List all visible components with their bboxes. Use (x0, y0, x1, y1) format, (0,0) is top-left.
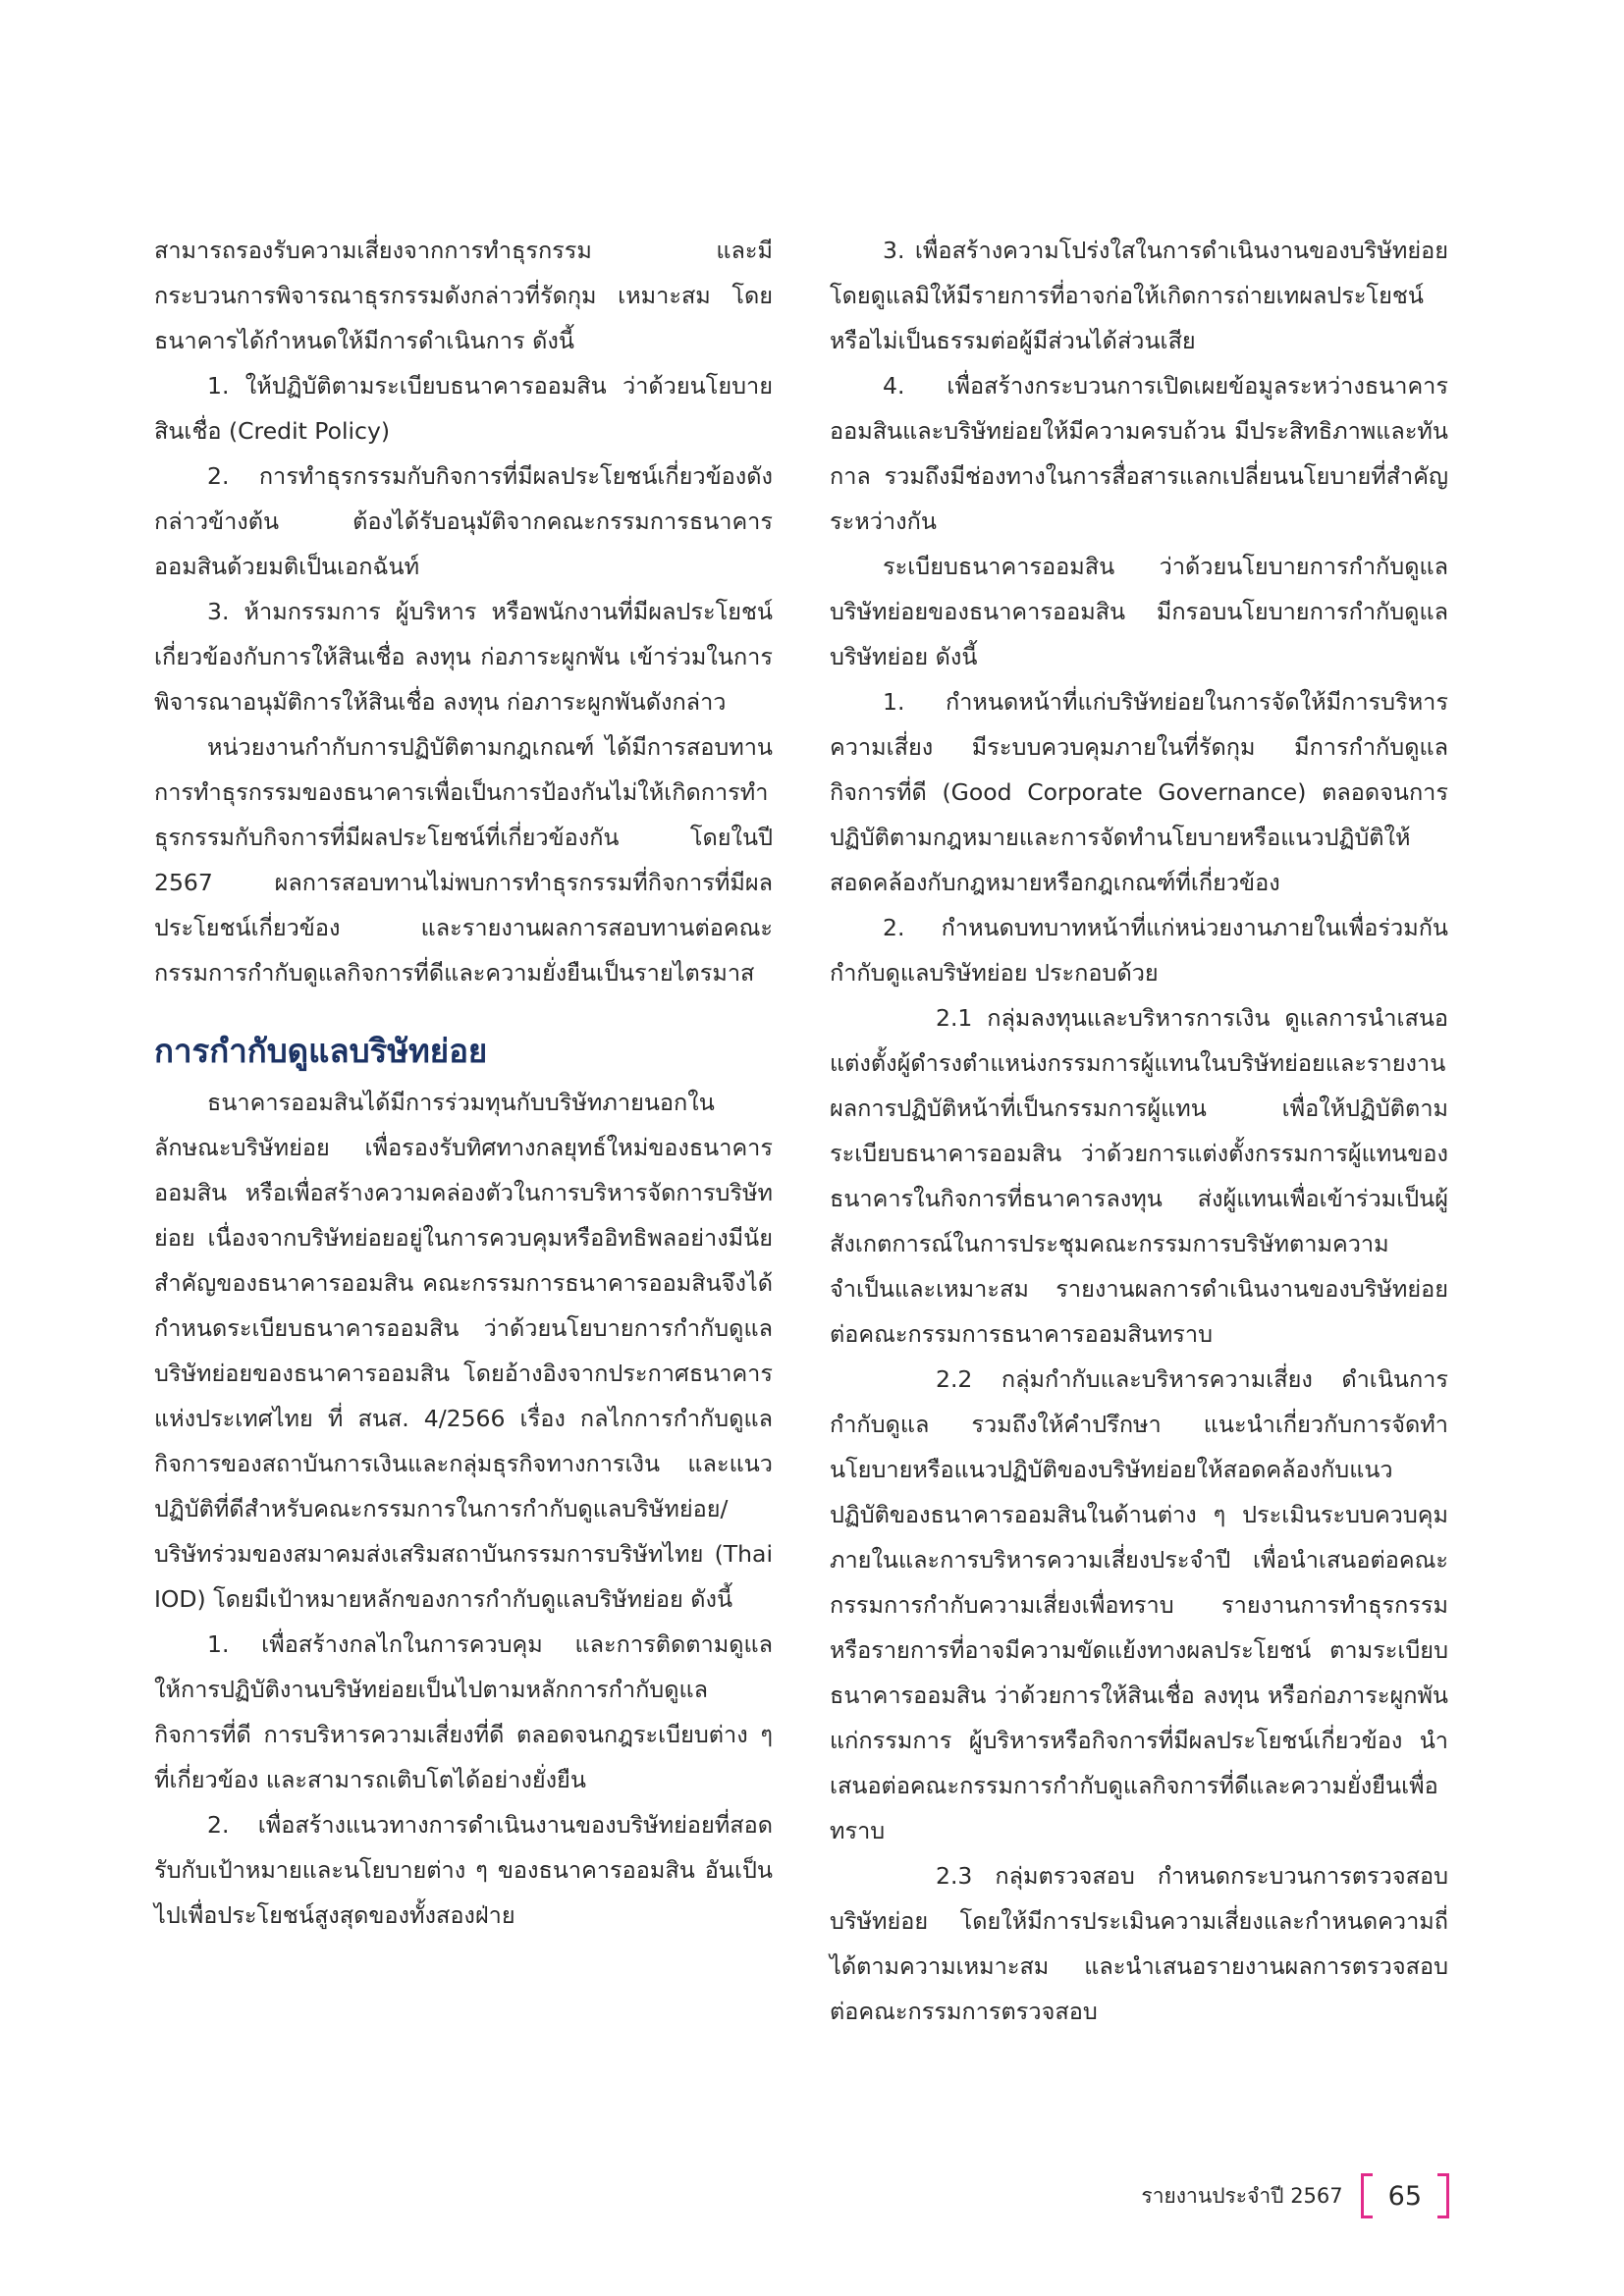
paragraph: ธนาคารออมสินได้มีการร่วมทุนกับบริษัทภายนอกในลักษณะบริษัทย่อย เพื่อรองรับทิศทางกลยุทธ์ใหม่ของธนาคารออมสิน หรือเพื่อสร้างความคล่องตัวในการบริหารจัดการบริษัทย่อย เนื่องจากบริษัทย่อยอยู่ในการควบคุมหรืออิทธิพลอย่างมีนัยสำคัญของธนาคารออมสิน คณะกรรมการธนาคารออมสินจึงได้กำหนดระเบียบธนาคารออมสิน ว่าด้วยนโยบายการกำกับดูแลบริษัทย่อยของธนาคารออมสิน โดยอ้างอิงจากประกาศธนาคารแห่งประเทศไทย ที่ สนส. 4/2566 เรื่อง กลไกการกำกับดูแลกิจการของสถาบันการเงินและกลุ่มธุรกิจทางการเงิน และแนวปฏิบัติที่ดีสำหรับคณะกรรมการในการกำกับดูแลบริษัทย่อย/บริษัทร่วมของสมาคมส่งเสริมสถาบันกรรมการบริษัทไทย (Thai IOD) โดยมีเป้าหมายหลักของการกำกับดูแลบริษัทย่อย ดังนี้ (154, 1089, 773, 1613)
paragraph: 2. เพื่อสร้างแนวทางการดำเนินงานของบริษัทย่อยที่สอดรับกับเป้าหมายและนโยบายต่าง ๆ ของธนาคารออมสิน อันเป็นไปเพื่อประโยชน์สูงสุดของทั้งสองฝ่าย (154, 1811, 773, 1929)
paragraph: 3. ห้ามกรรมการ ผู้บริหาร หรือพนักงานที่มีผลประโยชน์เกี่ยวข้องกับการให้สินเชื่อ ลงทุน ก่อภาระผูกพัน เข้าร่วมในการพิจารณาอนุมัติการให้สินเชื่อ ลงทุน ก่อภาระผูกพันดังกล่าว (154, 598, 773, 716)
left-column (154, 228, 773, 1938)
sub-paragraph: 2.3 กลุ่มตรวจสอบ กำหนดกระบวนการตรวจสอบบริษัทย่อย โดยให้มีการประเมินความเสี่ยงและกำหนดความถี่ได้ตามความเหมาะสม และนำเสนอรายงานผลการตรวจสอบต่อคณะกรรมการตรวจสอบ (830, 1862, 1448, 2025)
paragraph: สามารถรองรับความเสี่ยงจากการทำธุรกรรม และมีกระบวนการพิจารณาธุรกรรมดังกล่าวที่รัดกุม เหมาะสม โดยธนาคารได้กำหนดให้มีการดำเนินการ ดังนี้ (154, 237, 773, 354)
page-footer (1141, 2172, 1449, 2219)
page-number: 65 (1387, 2180, 1422, 2212)
right-bracket-icon (1437, 2173, 1449, 2218)
paragraph: หน่วยงานกำกับการปฏิบัติตามกฎเกณฑ์ ได้มีการสอบทานการทำธุรกรรมของธนาคารเพื่อเป็นการป้องกันไม่ให้เกิดการทำธุรกรรมกับกิจการที่มีผลประโยชน์ที่เกี่ยวข้องกัน โดยในปี 2567 ผลการสอบทานไม่พบการทำธุรกรรมที่กิจการที่มีผลประโยชน์เกี่ยวข้อง และรายงานผลการสอบทานต่อคณะกรรมการกำกับดูแลกิจการที่ดีและความยั่งยืนเป็นรายไตรมาส (154, 733, 773, 987)
right-column (830, 228, 1448, 2034)
sub-paragraph: 2.1 กลุ่มลงทุนและบริหารการเงิน ดูแลการนำเสนอแต่งตั้งผู้ดำรงตำแหน่งกรรมการผู้แทนในบริษัทย่อยและรายงานผลการปฏิบัติหน้าที่เป็นกรรมการผู้แทน เพื่อให้ปฏิบัติตามระเบียบธนาคารออมสิน ว่าด้วยการแต่งตั้งกรรมการผู้แทนของธนาคารในกิจการที่ธนาคารลงทุน ส่งผู้แทนเพื่อเข้าร่วมเป็นผู้สังเกตการณ์ในการประชุมคณะกรรมการบริษัทตามความจำเป็นและเหมาะสม รายงานผลการดำเนินงานของบริษัทย่อยต่อคณะกรรมการธนาคารออมสินทราบ (830, 1004, 1448, 1348)
paragraph: ระเบียบธนาคารออมสิน ว่าด้วยนโยบายการกำกับดูแลบริษัทย่อยของธนาคารออมสิน มีกรอบนโยบายการกำกับดูแลบริษัทย่อย ดังนี้ (830, 553, 1448, 670)
paragraph: 1. กำหนดหน้าที่แก่บริษัทย่อยในการจัดให้มีการบริหารความเสี่ยง มีระบบควบคุมภายในที่รัดกุม มีการกำกับดูแลกิจการที่ดี (Good Corporate Governance) ตลอดจนการปฏิบัติตามกฎหมายและการจัดทำนโยบายหรือแนวปฏิบัติให้สอดคล้องกับกฎหมายหรือกฎเกณฑ์ที่เกี่ยวข้อง (830, 688, 1448, 896)
paragraph: 4. เพื่อสร้างกระบวนการเปิดเผยข้อมูลระหว่างธนาคารออมสินและบริษัทย่อยให้มีความครบถ้วน มีประสิทธิภาพและทันกาล รวมถึงมีช่องทางในการสื่อสารแลกเปลี่ยนนโยบายที่สำคัญระหว่างกัน (830, 372, 1448, 535)
left-bracket-icon (1361, 2173, 1373, 2218)
report-title: รายงานประจำปี 2567 (1141, 2183, 1343, 2208)
paragraph: 1. เพื่อสร้างกลไกในการควบคุม และการติดตามดูแลให้การปฏิบัติงานบริษัทย่อยเป็นไปตามหลักการกำกับดูแลกิจการที่ดี การบริหารความเสี่ยงที่ดี ตลอดจนกฎระเบียบต่าง ๆ ที่เกี่ยวข้อง และสามารถเติบโตได้อย่างยั่งยืน (154, 1630, 773, 1793)
section-heading: การกำกับดูแลบริษัทย่อย (154, 1032, 488, 1070)
paragraph: 2. กำหนดบทบาทหน้าที่แก่หน่วยงานภายในเพื่อร่วมกันกำกับดูแลบริษัทย่อย ประกอบด้วย (830, 914, 1448, 987)
paragraph: 3. เพื่อสร้างความโปร่งใสในการดำเนินงานของบริษัทย่อย โดยดูแลมิให้มีรายการที่อาจก่อให้เกิดการถ่ายเทผลประโยชน์ หรือไม่เป็นธรรมต่อผู้มีส่วนได้ส่วนเสีย (830, 237, 1448, 354)
paragraph: 1. ให้ปฏิบัติตามระเบียบธนาคารออมสิน ว่าด้วยนโยบายสินเชื่อ (Credit Policy) (154, 372, 773, 445)
sub-paragraph: 2.2 กลุ่มกำกับและบริหารความเสี่ยง ดำเนินการกำกับดูแล รวมถึงให้คำปรึกษา แนะนำเกี่ยวกับการจัดทำนโยบายหรือแนวปฏิบัติของบริษัทย่อยให้สอดคล้องกับแนวปฏิบัติของธนาคารออมสินในด้านต่าง ๆ ประเมินระบบควบคุมภายในและการบริหารความเสี่ยงประจำปี เพื่อนำเสนอต่อคณะกรรมการกำกับความเสี่ยงเพื่อทราบ รายงานการทำธุรกรรมหรือรายการที่อาจมีความขัดแย้งทางผลประโยชน์ ตามระเบียบธนาคารออมสิน ว่าด้วยการให้สินเชื่อ ลงทุน หรือก่อภาระผูกพันแก่กรรมการ ผู้บริหารหรือกิจการที่มีผลประโยชน์เกี่ยวข้อง นำเสนอต่อคณะกรรมการกำกับดูแลกิจการที่ดีและความยั่งยืนเพื่อทราบ (830, 1365, 1448, 1844)
paragraph: 2. การทำธุรกรรมกับกิจการที่มีผลประโยชน์เกี่ยวข้องดังกล่าวข้างต้น ต้องได้รับอนุมัติจากคณะกรรมการธนาคารออมสินด้วยมติเป็นเอกฉันท์ (154, 462, 773, 580)
